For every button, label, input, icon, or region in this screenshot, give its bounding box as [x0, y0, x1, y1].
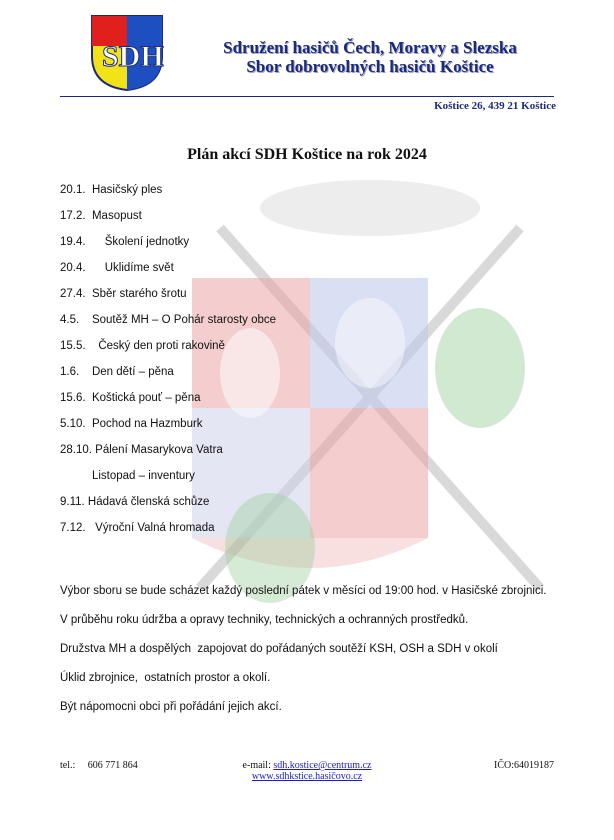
note-paragraph: Být nápomocni obci při pořádání jejich akcí. — [60, 701, 282, 713]
list-item: 20.1. Hasičský ples — [60, 184, 163, 196]
company-id: IČO:64019187 — [494, 760, 554, 771]
sdh-logo — [82, 10, 182, 92]
header-divider — [60, 96, 554, 97]
phone-number: 606 771 864 — [87, 760, 138, 771]
org-line-1: Sdružení hasičů Čech, Moravy a Slezska — [223, 38, 517, 57]
list-item: 19.4. Školení jednotky — [60, 236, 190, 248]
logo-letters: SDH — [102, 40, 164, 73]
list-item: 7.12. Výroční Valná hromada — [60, 522, 215, 534]
org-line-2: Sbor dobrovolných hasičů Koštice — [246, 57, 494, 76]
organization-name — [190, 38, 550, 76]
list-item: 20.4. Uklidíme svět — [60, 262, 174, 274]
note-paragraph: V průběhu roku údržba a opravy techniky, technických a ochranných prostředků. — [60, 614, 469, 626]
list-item: 5.10. Pochod na Hazmburk — [60, 418, 203, 430]
phone-label: tel.: — [60, 760, 76, 771]
list-item: 1.6. Den dětí – pěna — [60, 366, 174, 378]
website-link[interactable]: www.sdhkstice.hasičovo.cz — [251, 771, 363, 782]
address: Koštice 26, 439 21 Koštice — [434, 100, 556, 112]
page-title: Plán akcí SDH Koštice na rok 2024 — [187, 146, 427, 163]
list-item: 17.2. Masopust — [60, 210, 142, 222]
email-label: e-mail: — [242, 760, 271, 771]
list-item: 27.4. Sběr starého šrotu — [60, 288, 187, 300]
note-paragraph: Družstva MH a dospělých zapojovat do pořádaných soutěží KSH, OSH a SDH v okolí — [60, 643, 498, 655]
email-link[interactable]: sdh.kostice@centrum.cz — [273, 760, 372, 771]
notes — [60, 582, 546, 727]
event-list — [60, 180, 276, 544]
note-paragraph: Výbor sboru se bude scházet každý poslední pátek v měsíci od 19:00 hod. v Hasičské zbrojnici. — [60, 585, 547, 597]
note-paragraph: Úklid zbrojnice, ostatních prostor a okolí. — [60, 672, 271, 684]
list-item: 15.5. Český den proti rakovině — [60, 340, 225, 352]
list-item: Listopad – inventury — [60, 470, 195, 482]
list-item: 4.5. Soutěž MH – O Pohár starosty obce — [60, 314, 277, 326]
list-item: 9.11. Hádavá členská schůze — [60, 496, 210, 508]
list-item: 15.6. Koštická pouť – pěna — [60, 392, 201, 404]
list-item: 28.10. Pálení Masarykova Vatra — [60, 444, 223, 456]
